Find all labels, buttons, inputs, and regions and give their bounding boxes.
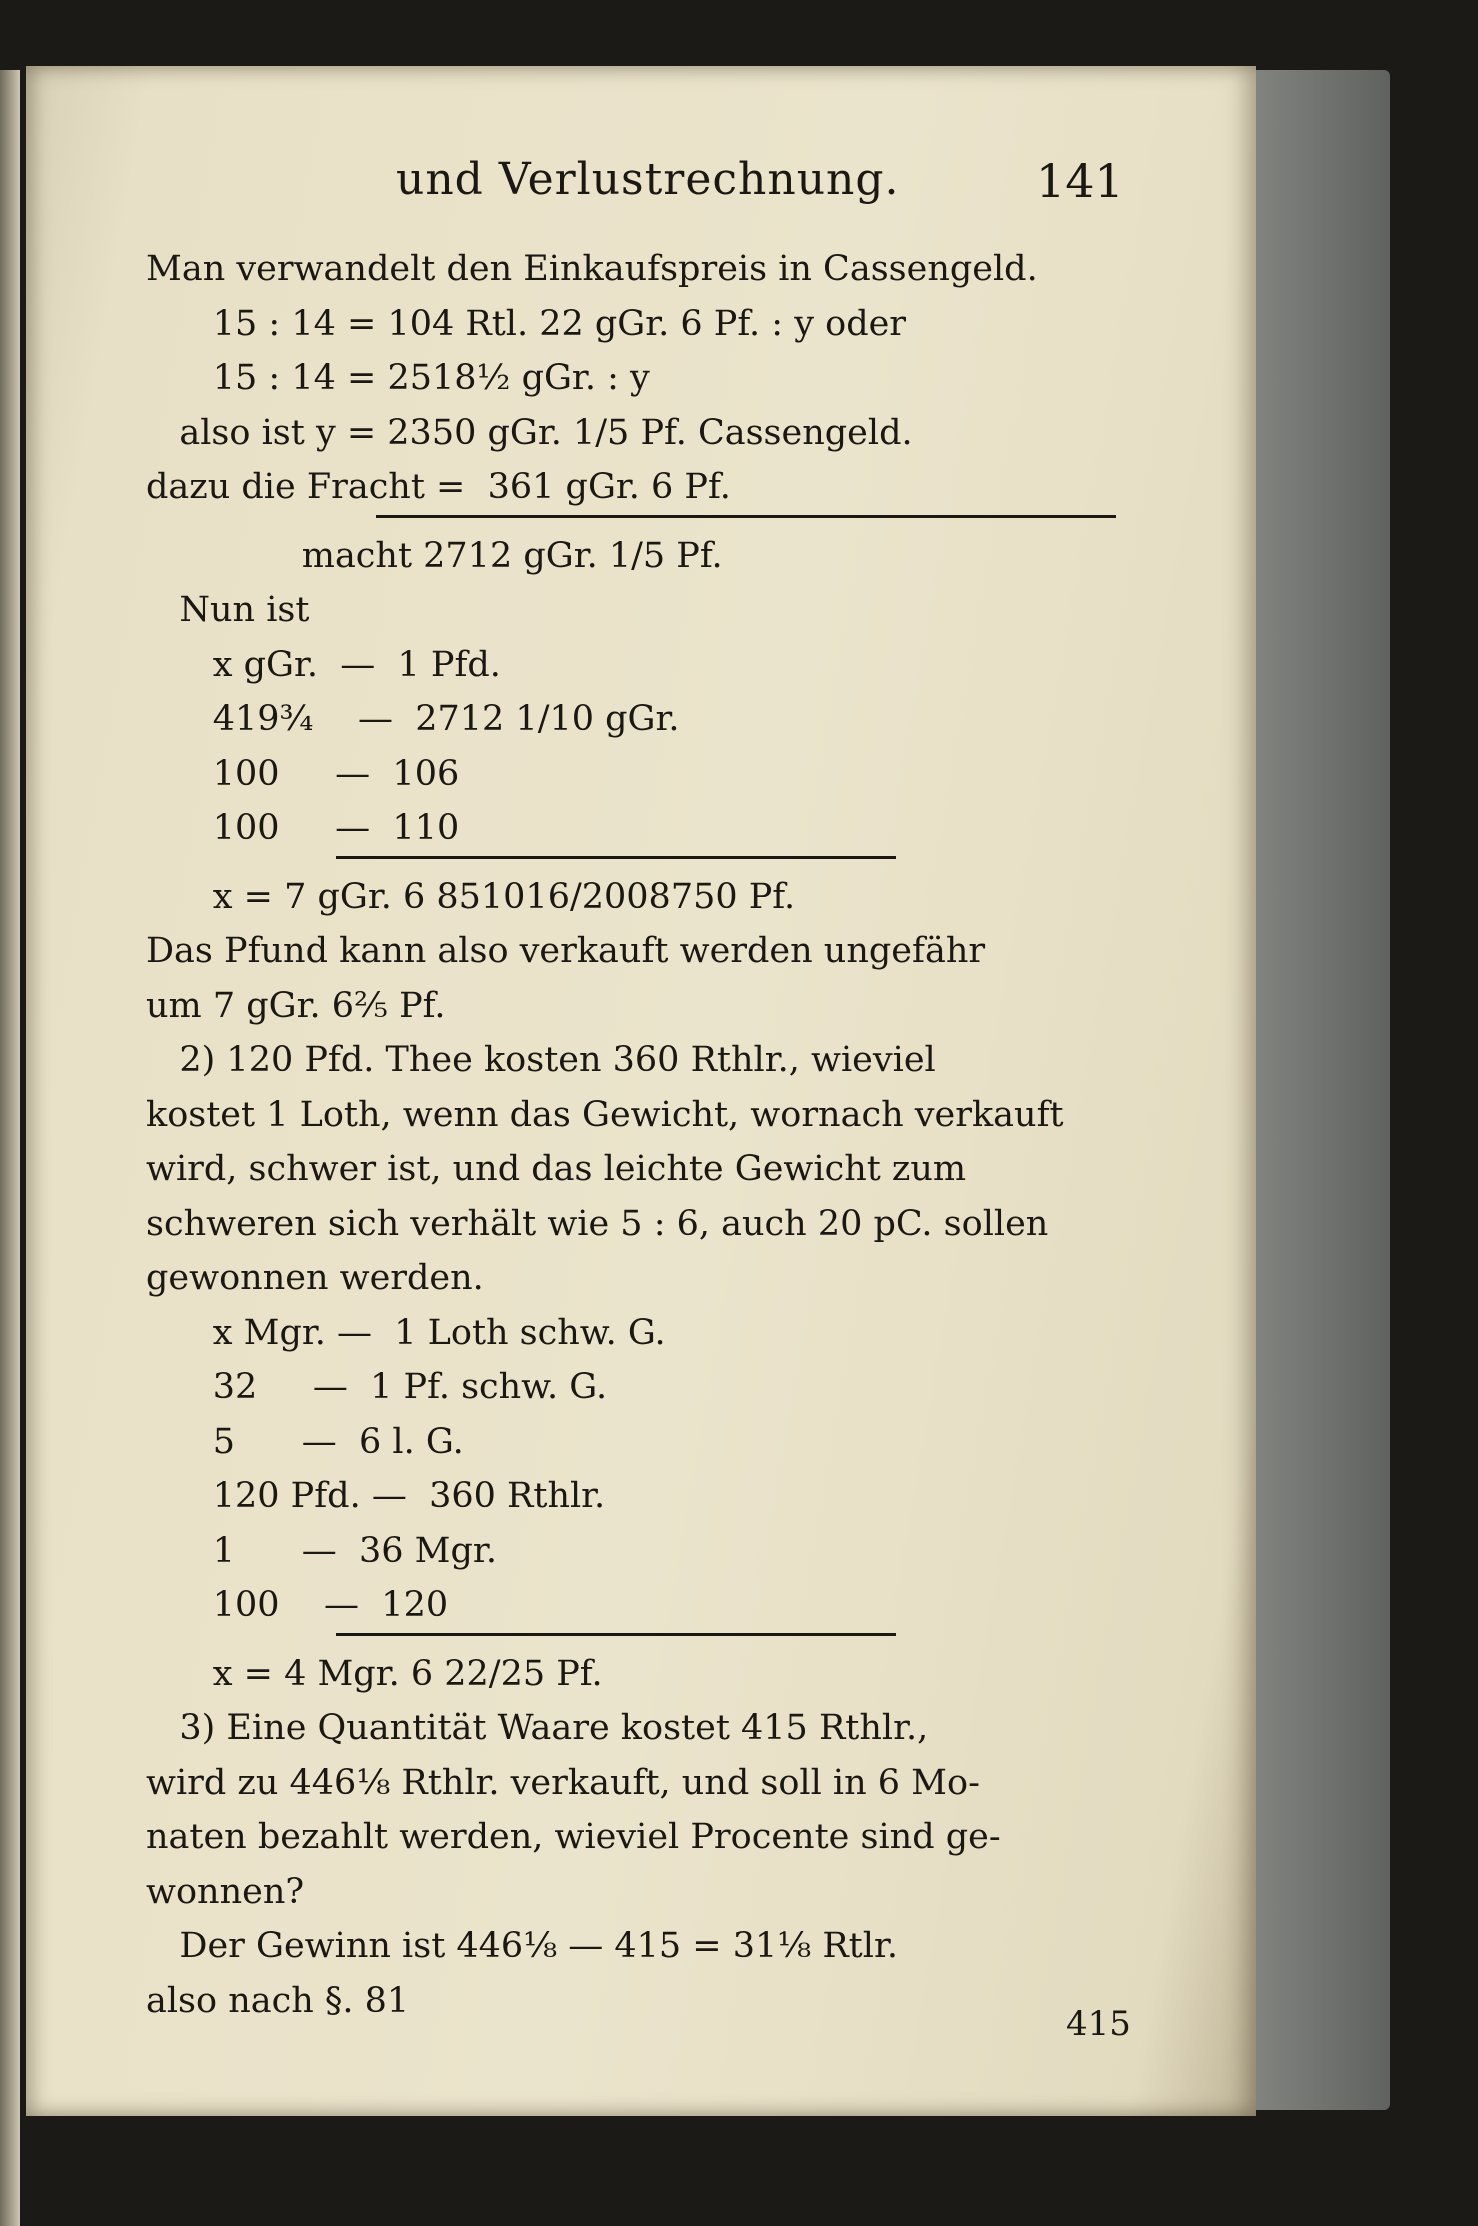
text-line: x Mgr. — 1 Loth schw. G. [146, 1312, 666, 1353]
sum-rule-line [146, 1633, 1136, 1647]
text-line: um 7 gGr. 6⅖ Pf. [146, 985, 446, 1026]
running-head: und Verlustrechnung. [396, 154, 900, 205]
text-line: 5 — 6 l. G. [146, 1421, 464, 1462]
text-line: 100 — 106 [146, 753, 460, 794]
text-line: 1 — 36 Mgr. [146, 1530, 497, 1571]
text-line: 100 — 110 [146, 808, 460, 848]
text-line: x = 7 gGr. 6 851016/2008750 Pf. [146, 876, 796, 917]
text-line: x = 4 Mgr. 6 22/25 Pf. [146, 1653, 603, 1694]
text-line: Der Gewinn ist 446⅛ — 415 = 31⅛ Rtlr. [146, 1926, 898, 1966]
page-body [146, 242, 1136, 2028]
text-line: 15 : 14 = 104 Rtl. 22 gGr. 6 Pf. : y oder [146, 303, 907, 344]
sum-rule-line [146, 856, 1136, 870]
book-page [26, 66, 1256, 2116]
text-line: Das Pfund kann also verkauft werden ungefähr [146, 931, 986, 971]
text-line: schweren sich verhält wie 5 : 6, auch 20 pC. sollen [146, 1203, 1049, 1244]
facing-page-edge [0, 70, 20, 2226]
text-line: 15 : 14 = 2518½ gGr. : y [146, 358, 650, 398]
text-line: Nun ist [146, 590, 310, 630]
catchword: 415 [1066, 2004, 1131, 2044]
text-line: naten bezahlt werden, wieviel Procente sind ge- [146, 1817, 1001, 1857]
text-line: kostet 1 Loth, wenn das Gewicht, wornach verkauft [146, 1094, 1064, 1135]
text-line: wonnen? [146, 1871, 305, 1912]
text-line: 3) Eine Quantität Waare kostet 415 Rthlr., [146, 1708, 929, 1748]
text-line: 120 Pfd. — 360 Rthlr. [146, 1476, 606, 1516]
text-line: dazu die Fracht = 361 gGr. 6 Pf. [146, 467, 731, 507]
text-line: wird zu 446⅛ Rthlr. verkauft, und soll in 6 Mo- [146, 1762, 980, 1803]
text-line: wird, schwer ist, und das leichte Gewicht zum [146, 1149, 967, 1189]
text-line: also nach §. 81 [146, 1980, 410, 2021]
sum-rule-line [146, 515, 1136, 529]
text-line: 32 — 1 Pf. schw. G. [146, 1367, 608, 1407]
text-line: also ist y = 2350 gGr. 1/5 Pf. Cassengeld. [146, 412, 913, 453]
text-line: Man verwandelt den Einkaufspreis in Cassengeld. [146, 249, 1038, 289]
text-line: macht 2712 gGr. 1/5 Pf. [146, 535, 723, 576]
page-number: 141 [1036, 154, 1124, 208]
page-header [26, 154, 1256, 214]
text-line: 100 — 120 [146, 1585, 449, 1625]
text-line: gewonnen werden. [146, 1258, 484, 1298]
text-line: 419¾ — 2712 1/10 gGr. [146, 699, 680, 739]
text-line: 2) 120 Pfd. Thee kosten 360 Rthlr., wieviel [146, 1040, 936, 1080]
text-line: x gGr. — 1 Pfd. [146, 644, 501, 685]
